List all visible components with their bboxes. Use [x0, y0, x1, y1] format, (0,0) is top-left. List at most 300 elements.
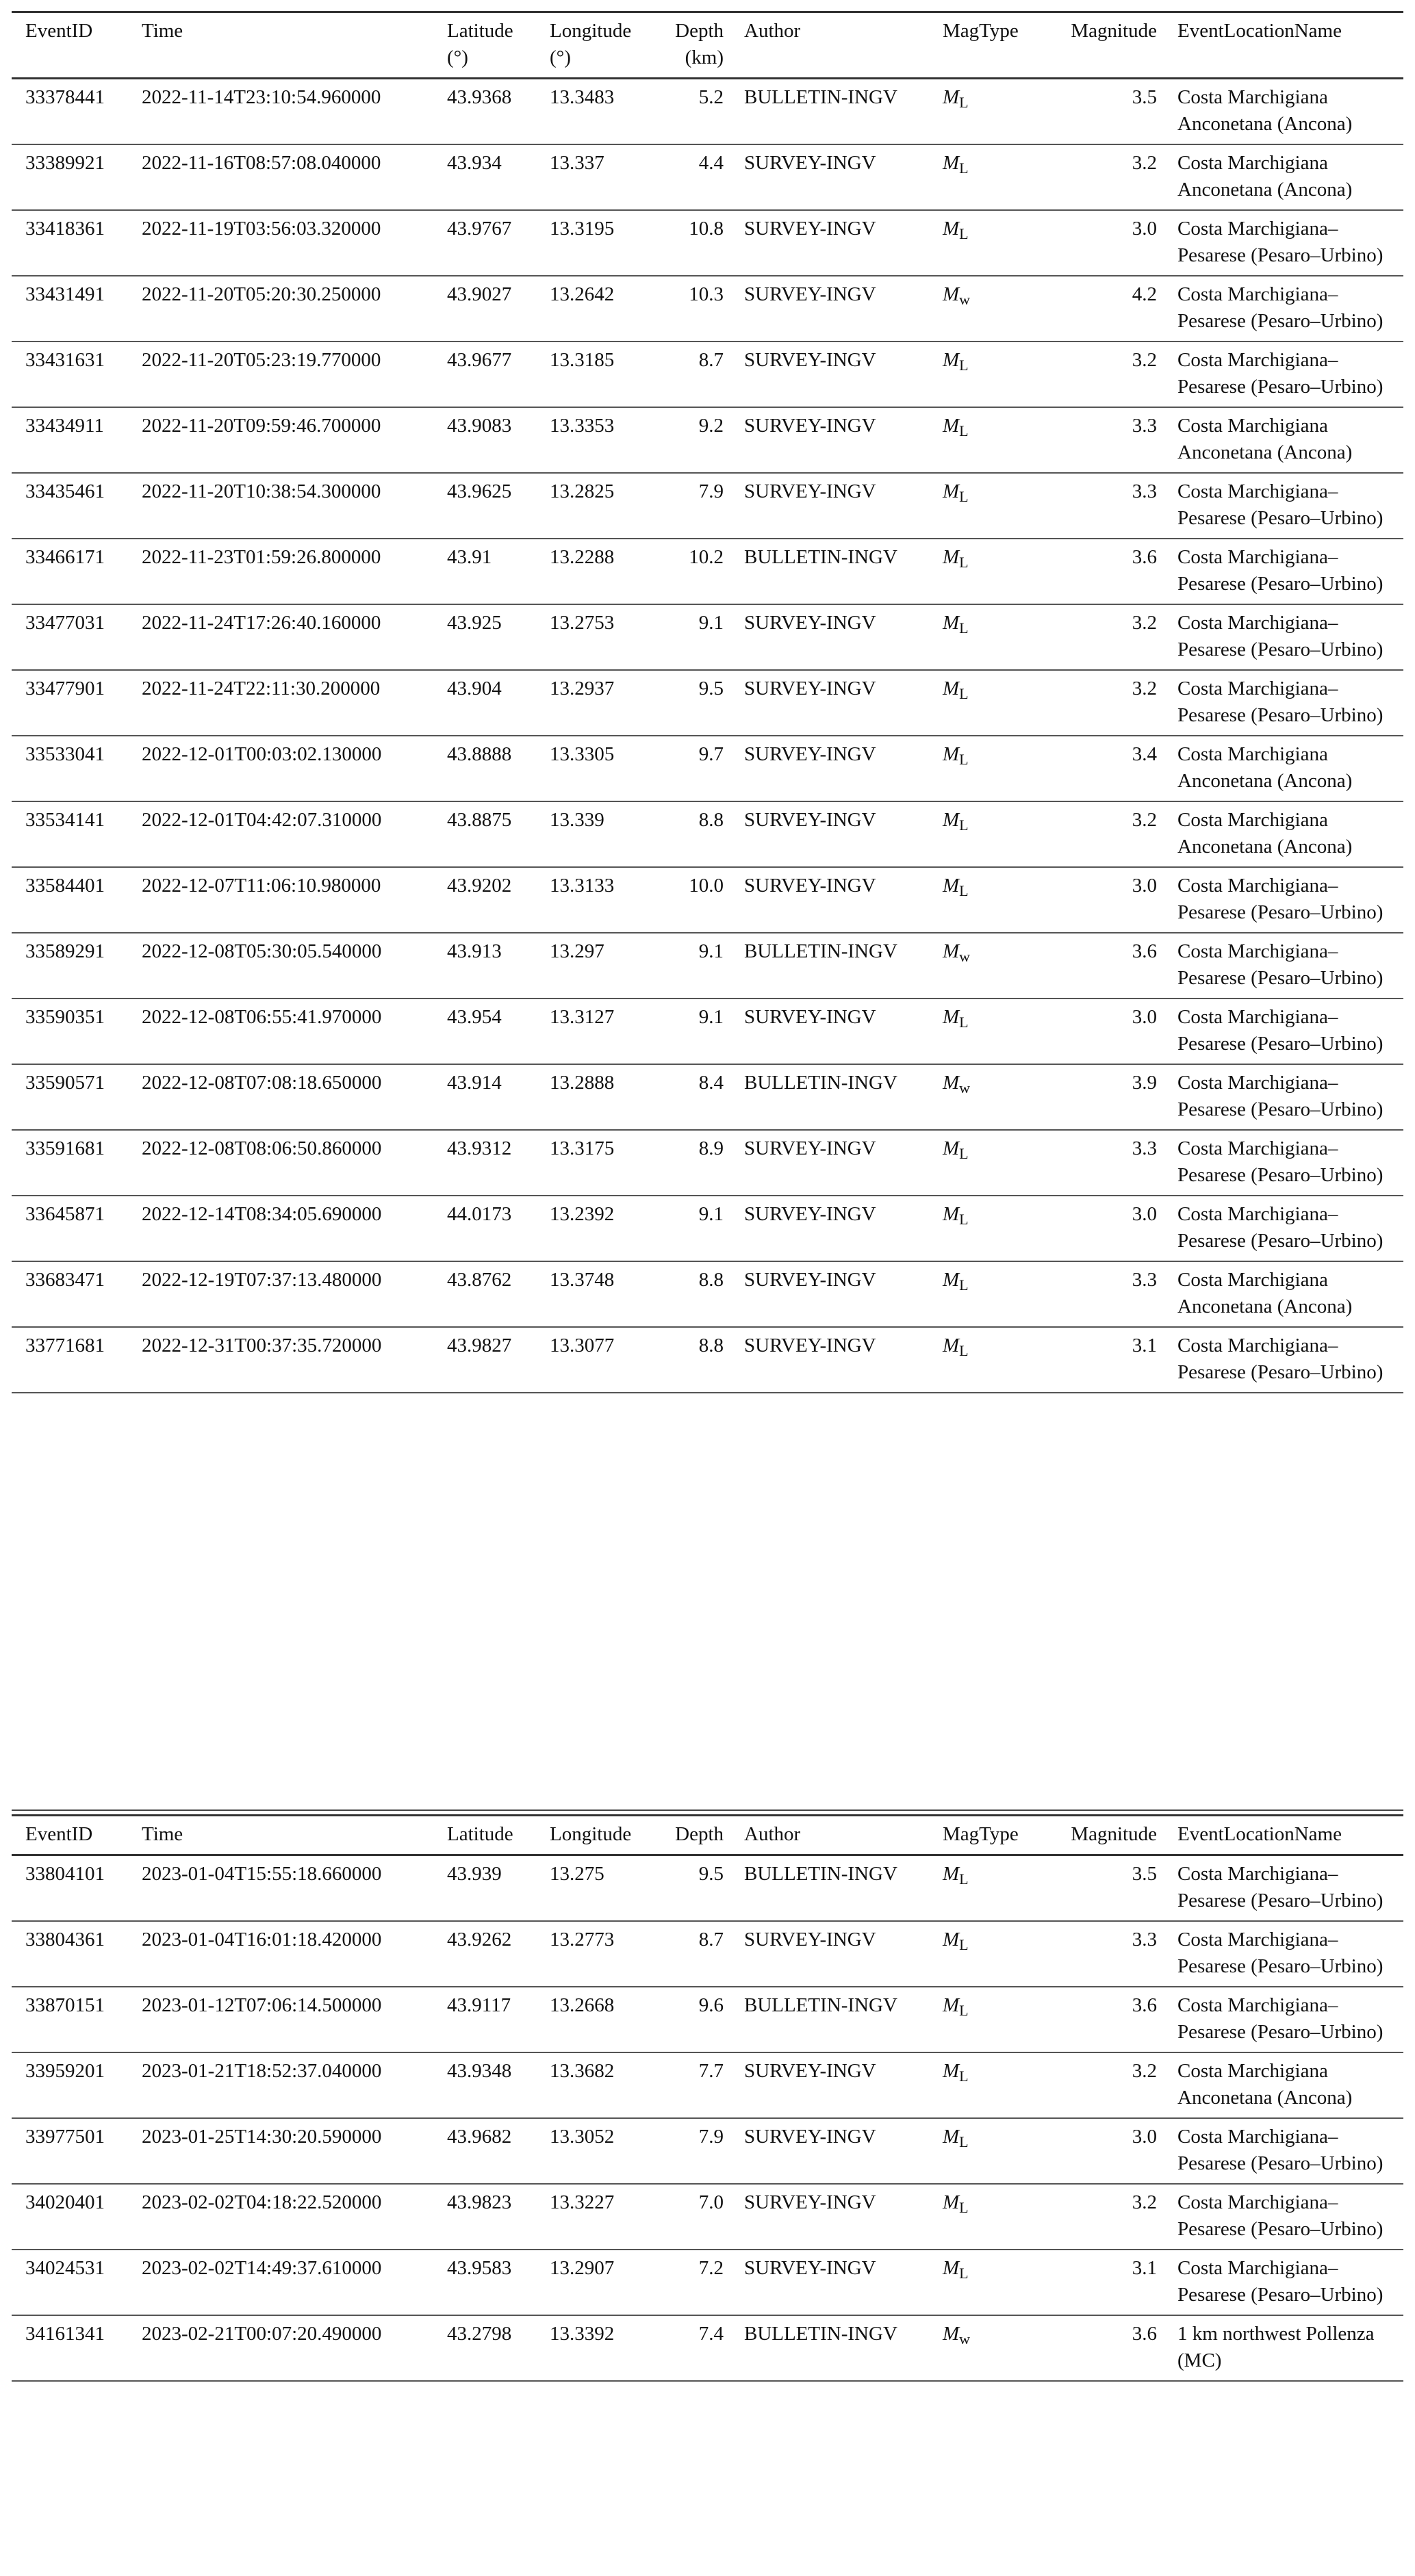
- time-cell: 2022-11-20T05:23:19.770000: [142, 349, 381, 371]
- longitude-cell: 13.2825: [550, 480, 615, 502]
- magtype-subscript: L: [959, 1936, 969, 1953]
- depth-cell: 8.9: [698, 1137, 724, 1159]
- depth-cell: 7.9: [698, 2126, 724, 2148]
- magtype-cell: [929, 801, 1041, 867]
- latitude-cell: 43.939: [447, 1863, 502, 1885]
- magtype-symbol: M: [943, 940, 960, 962]
- depth-cell: 9.1: [698, 612, 724, 634]
- event-id-cell: 33431491: [25, 283, 105, 305]
- magtype-cell: [929, 736, 1041, 801]
- magtype-cell: [929, 867, 1041, 933]
- magtype-symbol: M: [943, 678, 960, 699]
- table-body: [12, 1855, 1403, 2382]
- earthquake-table-2023: [12, 1814, 1403, 2382]
- longitude-cell: 13.2907: [550, 2257, 615, 2279]
- magtype-symbol: M: [943, 1006, 960, 1028]
- longitude-cell: 13.3185: [550, 349, 615, 371]
- magtype-subscript: w: [959, 948, 971, 965]
- location-cell: Costa Marchigiana Anconetana (Ancona): [1177, 743, 1353, 792]
- table-row: [12, 867, 1403, 933]
- header-latitude: [433, 12, 536, 79]
- table-row: [12, 736, 1403, 801]
- location-cell: 1 km northwest Pollenza (MC): [1177, 2323, 1375, 2371]
- longitude-cell: 13.3353: [550, 415, 615, 437]
- latitude-cell: 43.9625: [447, 480, 512, 502]
- header-longitude: Longitude: [550, 1823, 632, 1845]
- author-cell: SURVEY-INGV: [744, 1203, 876, 1225]
- author-cell: SURVEY-INGV: [744, 678, 876, 699]
- location-cell: Costa Marchigiana Anconetana (Ancona): [1177, 152, 1353, 201]
- magtype-symbol: M: [943, 743, 960, 765]
- author-cell: SURVEY-INGV: [744, 283, 876, 305]
- location-cell: Costa Marchigiana–Pesarese (Pesaro–Urbino): [1177, 283, 1384, 332]
- table-row: [12, 801, 1403, 867]
- magtype-symbol: M: [943, 1863, 960, 1885]
- table-row: [12, 539, 1403, 604]
- event-id-cell: 33477901: [25, 678, 105, 699]
- event-id-cell: 34020401: [25, 2191, 105, 2213]
- magtype-cell: [929, 670, 1041, 736]
- author-cell: SURVEY-INGV: [744, 1006, 876, 1028]
- magtype-cell: [929, 1921, 1041, 1987]
- longitude-cell: 13.339: [550, 809, 604, 831]
- event-id-cell: 33771681: [25, 1335, 105, 1356]
- event-id-cell: 33804101: [25, 1863, 105, 1885]
- magtype-cell: [929, 604, 1041, 670]
- time-cell: 2022-12-08T07:08:18.650000: [142, 1072, 382, 1094]
- time-cell: 2023-01-04T15:55:18.660000: [142, 1863, 382, 1885]
- time-cell: 2022-11-16T08:57:08.040000: [142, 152, 381, 174]
- header-longitude-label: Longitude: [550, 20, 632, 42]
- header-magtype: MagType: [943, 20, 1019, 42]
- depth-cell: 10.2: [689, 546, 724, 568]
- header-author: Author: [744, 1823, 801, 1845]
- location-cell: Costa Marchigiana–Pesarese (Pesaro–Urbino): [1177, 940, 1384, 989]
- author-cell: SURVEY-INGV: [744, 1335, 876, 1356]
- event-id-cell: 33434911: [25, 415, 104, 437]
- magtype-subscript: L: [959, 488, 969, 505]
- longitude-cell: 13.2773: [550, 1929, 615, 1950]
- magtype-subscript: L: [959, 685, 969, 702]
- magtype-cell: [929, 2250, 1041, 2315]
- event-id-cell: 33590571: [25, 1072, 105, 1094]
- depth-cell: 10.3: [689, 283, 724, 305]
- table-row: [12, 2315, 1403, 2381]
- magtype-cell: [929, 2315, 1041, 2381]
- depth-cell: 9.7: [698, 743, 724, 765]
- location-cell: Costa Marchigiana–Pesarese (Pesaro–Urbino): [1177, 2191, 1384, 2240]
- location-cell: Costa Marchigiana–Pesarese (Pesaro–Urbino): [1177, 2126, 1384, 2174]
- time-cell: 2022-11-19T03:56:03.320000: [142, 218, 381, 240]
- event-id-cell: 34161341: [25, 2323, 105, 2345]
- magtype-cell: [929, 933, 1041, 999]
- author-cell: SURVEY-INGV: [744, 612, 876, 634]
- author-cell: SURVEY-INGV: [744, 2060, 876, 2082]
- author-cell: SURVEY-INGV: [744, 2126, 876, 2148]
- magtype-subscript: L: [959, 2199, 969, 2216]
- event-id-cell: 33435461: [25, 480, 105, 502]
- author-cell: BULLETIN-INGV: [744, 1072, 897, 1094]
- magnitude-cell: 3.2: [1132, 2191, 1157, 2213]
- latitude-cell: 43.9823: [447, 2191, 512, 2213]
- table-header: [12, 1816, 1403, 1855]
- longitude-cell: 13.2392: [550, 1203, 615, 1225]
- longitude-cell: 13.2753: [550, 612, 615, 634]
- magtype-cell: [929, 539, 1041, 604]
- depth-cell: 8.8: [698, 1335, 724, 1356]
- magnitude-cell: 3.5: [1132, 86, 1157, 108]
- magtype-cell: [929, 407, 1041, 473]
- magnitude-cell: 3.2: [1132, 678, 1157, 699]
- time-cell: 2022-11-24T22:11:30.200000: [142, 678, 381, 699]
- depth-cell: 5.2: [698, 86, 724, 108]
- table-row: [12, 1261, 1403, 1327]
- latitude-cell: 43.2798: [447, 2323, 512, 2345]
- time-cell: 2022-11-20T05:20:30.250000: [142, 283, 381, 305]
- location-cell: Costa Marchigiana–Pesarese (Pesaro–Urbino): [1177, 480, 1384, 529]
- depth-cell: 7.7: [698, 2060, 724, 2082]
- magnitude-cell: 3.2: [1132, 152, 1157, 174]
- longitude-cell: 13.3133: [550, 875, 615, 897]
- magtype-cell: [929, 2052, 1041, 2118]
- latitude-cell: 43.9083: [447, 415, 512, 437]
- depth-cell: 7.0: [698, 2191, 724, 2213]
- magtype-symbol: M: [943, 2191, 960, 2213]
- magtype-subscript: L: [959, 94, 969, 111]
- magtype-subscript: L: [959, 1145, 969, 1162]
- magtype-symbol: M: [943, 2257, 960, 2279]
- latitude-cell: 43.934: [447, 152, 502, 174]
- longitude-cell: 13.3392: [550, 2323, 615, 2345]
- location-cell: Costa Marchigiana–Pesarese (Pesaro–Urbino): [1177, 612, 1384, 660]
- longitude-cell: 13.3077: [550, 1335, 615, 1356]
- magtype-symbol: M: [943, 1203, 960, 1225]
- author-cell: SURVEY-INGV: [744, 2257, 876, 2279]
- author-cell: SURVEY-INGV: [744, 1137, 876, 1159]
- table-row: [12, 1064, 1403, 1130]
- time-cell: 2022-12-01T00:03:02.130000: [142, 743, 382, 765]
- time-cell: 2022-12-08T06:55:41.970000: [142, 1006, 382, 1028]
- depth-cell: 9.6: [698, 1994, 724, 2016]
- location-cell: Costa Marchigiana–Pesarese (Pesaro–Urbino): [1177, 349, 1384, 398]
- header-latitude-unit: (°): [447, 47, 468, 68]
- event-id-cell: 33977501: [25, 2126, 105, 2148]
- magnitude-cell: 3.0: [1132, 1006, 1157, 1028]
- table-row: [12, 276, 1403, 342]
- event-id-cell: 33804361: [25, 1929, 105, 1950]
- magtype-symbol: M: [943, 349, 960, 371]
- time-cell: 2022-12-31T00:37:35.720000: [142, 1335, 382, 1356]
- author-cell: SURVEY-INGV: [744, 480, 876, 502]
- magtype-cell: [929, 1064, 1041, 1130]
- magtype-symbol: M: [943, 2060, 960, 2082]
- magtype-symbol: M: [943, 1929, 960, 1950]
- magtype-subscript: L: [959, 554, 969, 571]
- header-author: Author: [744, 20, 801, 42]
- magnitude-cell: 3.6: [1132, 2323, 1157, 2345]
- depth-cell: 10.0: [689, 875, 724, 897]
- author-cell: SURVEY-INGV: [744, 875, 876, 897]
- author-cell: SURVEY-INGV: [744, 1929, 876, 1950]
- magtype-cell: [929, 2118, 1041, 2184]
- event-id-cell: 33590351: [25, 1006, 105, 1028]
- location-cell: Costa Marchigiana Anconetana (Ancona): [1177, 415, 1353, 463]
- time-cell: 2022-12-07T11:06:10.980000: [142, 875, 381, 897]
- author-cell: BULLETIN-INGV: [744, 1863, 897, 1885]
- time-cell: 2022-12-19T07:37:13.480000: [142, 1269, 382, 1291]
- earthquake-table-2022: [12, 11, 1403, 1393]
- location-cell: Costa Marchigiana–Pesarese (Pesaro–Urbino): [1177, 1863, 1384, 1911]
- magnitude-cell: 3.2: [1132, 809, 1157, 831]
- latitude-cell: 43.9027: [447, 283, 512, 305]
- time-cell: 2022-11-14T23:10:54.960000: [142, 86, 381, 108]
- magtype-cell: [929, 473, 1041, 539]
- depth-cell: 4.4: [698, 152, 724, 174]
- header-event-id: EventID: [25, 20, 93, 42]
- event-id-cell: 33378441: [25, 86, 105, 108]
- time-cell: 2022-12-08T08:06:50.860000: [142, 1137, 382, 1159]
- magnitude-cell: 3.2: [1132, 2060, 1157, 2082]
- time-cell: 2022-11-20T10:38:54.300000: [142, 480, 381, 502]
- location-cell: Costa Marchigiana Anconetana (Ancona): [1177, 1269, 1353, 1317]
- location-cell: Costa Marchigiana–Pesarese (Pesaro–Urbino): [1177, 1335, 1384, 1383]
- magnitude-cell: 3.0: [1132, 218, 1157, 240]
- magtype-subscript: L: [959, 1870, 969, 1888]
- magtype-symbol: M: [943, 1335, 960, 1356]
- location-cell: Costa Marchigiana–Pesarese (Pesaro–Urbino): [1177, 1137, 1384, 1186]
- event-id-cell: 33589291: [25, 940, 105, 962]
- table-row: [12, 1130, 1403, 1196]
- time-cell: 2023-02-02T04:18:22.520000: [142, 2191, 382, 2213]
- event-id-cell: 33584401: [25, 875, 105, 897]
- header-magnitude: Magnitude: [1071, 1823, 1157, 1845]
- latitude-cell: 43.9368: [447, 86, 512, 108]
- time-cell: 2022-11-24T17:26:40.160000: [142, 612, 381, 634]
- magnitude-cell: 3.6: [1132, 546, 1157, 568]
- event-id-cell: 33466171: [25, 546, 105, 568]
- time-cell: 2022-12-08T05:30:05.540000: [142, 940, 382, 962]
- location-cell: Costa Marchigiana Anconetana (Ancona): [1177, 809, 1353, 858]
- depth-cell: 9.1: [698, 940, 724, 962]
- event-id-cell: 33645871: [25, 1203, 105, 1225]
- magtype-subscript: w: [959, 1079, 971, 1096]
- author-cell: SURVEY-INGV: [744, 152, 876, 174]
- magtype-subscript: L: [959, 159, 969, 177]
- author-cell: SURVEY-INGV: [744, 2191, 876, 2213]
- location-cell: Costa Marchigiana–Pesarese (Pesaro–Urbino): [1177, 1072, 1384, 1120]
- latitude-cell: 43.904: [447, 678, 502, 699]
- magnitude-cell: 3.0: [1132, 1203, 1157, 1225]
- author-cell: SURVEY-INGV: [744, 415, 876, 437]
- latitude-cell: 43.9348: [447, 2060, 512, 2082]
- magtype-subscript: L: [959, 2068, 969, 2085]
- table-row: [12, 342, 1403, 407]
- magtype-cell: [929, 79, 1041, 145]
- magtype-subscript: L: [959, 422, 969, 439]
- magtype-cell: [929, 144, 1041, 210]
- header-latitude-label: Latitude: [447, 20, 513, 42]
- latitude-cell: 43.913: [447, 940, 502, 962]
- table-row: [12, 210, 1403, 276]
- longitude-cell: 13.2642: [550, 283, 615, 305]
- magnitude-cell: 3.6: [1132, 940, 1157, 962]
- header-magtype: MagType: [943, 1823, 1019, 1845]
- magtype-symbol: M: [943, 2323, 960, 2345]
- location-cell: Costa Marchigiana–Pesarese (Pesaro–Urbino): [1177, 2257, 1384, 2306]
- magtype-cell: [929, 210, 1041, 276]
- magtype-cell: [929, 1855, 1041, 1922]
- longitude-cell: 13.3175: [550, 1137, 615, 1159]
- latitude-cell: 43.9117: [447, 1994, 511, 2016]
- table-row: [12, 933, 1403, 999]
- time-cell: 2022-11-23T01:59:26.800000: [142, 546, 381, 568]
- latitude-cell: 43.9583: [447, 2257, 512, 2279]
- magtype-symbol: M: [943, 875, 960, 897]
- longitude-cell: 13.3052: [550, 2126, 615, 2148]
- event-id-cell: 33683471: [25, 1269, 105, 1291]
- author-cell: SURVEY-INGV: [744, 218, 876, 240]
- time-cell: 2023-01-12T07:06:14.500000: [142, 1994, 382, 2016]
- depth-cell: 9.5: [698, 678, 724, 699]
- event-id-cell: 33591681: [25, 1137, 105, 1159]
- latitude-cell: 43.8762: [447, 1269, 512, 1291]
- table-row: [12, 604, 1403, 670]
- magnitude-cell: 3.6: [1132, 1994, 1157, 2016]
- author-cell: BULLETIN-INGV: [744, 546, 897, 568]
- time-cell: 2023-01-04T16:01:18.420000: [142, 1929, 382, 1950]
- magtype-subscript: L: [959, 751, 969, 768]
- depth-cell: 8.8: [698, 809, 724, 831]
- author-cell: BULLETIN-INGV: [744, 86, 897, 108]
- header-longitude: [536, 12, 655, 79]
- magnitude-cell: 3.1: [1132, 1335, 1157, 1356]
- table-row: [12, 1921, 1403, 1987]
- magtype-cell: [929, 1196, 1041, 1261]
- magnitude-cell: 3.5: [1132, 1863, 1157, 1885]
- longitude-cell: 13.337: [550, 152, 604, 174]
- event-id-cell: 33431631: [25, 349, 105, 371]
- magtype-subscript: L: [959, 816, 969, 834]
- event-id-cell: 33870151: [25, 1994, 105, 2016]
- magnitude-cell: 3.3: [1132, 1269, 1157, 1291]
- location-cell: Costa Marchigiana–Pesarese (Pesaro–Urbino): [1177, 678, 1384, 726]
- author-cell: SURVEY-INGV: [744, 349, 876, 371]
- magnitude-cell: 4.2: [1132, 283, 1157, 305]
- time-cell: 2023-02-02T14:49:37.610000: [142, 2257, 382, 2279]
- latitude-cell: 43.9827: [447, 1335, 512, 1356]
- longitude-cell: 13.2937: [550, 678, 615, 699]
- table-row: [12, 2052, 1403, 2118]
- magnitude-cell: 3.1: [1132, 2257, 1157, 2279]
- location-cell: Costa Marchigiana–Pesarese (Pesaro–Urbino): [1177, 1994, 1384, 2043]
- depth-cell: 8.7: [698, 1929, 724, 1950]
- magtype-subscript: L: [959, 1211, 969, 1228]
- magtype-subscript: L: [959, 357, 969, 374]
- location-cell: Costa Marchigiana–Pesarese (Pesaro–Urbino): [1177, 875, 1384, 923]
- time-cell: 2023-01-21T18:52:37.040000: [142, 2060, 382, 2082]
- time-cell: 2023-02-21T00:07:20.490000: [142, 2323, 382, 2345]
- magtype-symbol: M: [943, 152, 960, 174]
- time-cell: 2022-11-20T09:59:46.700000: [142, 415, 381, 437]
- event-id-cell: 33418361: [25, 218, 105, 240]
- magtype-cell: [929, 342, 1041, 407]
- magtype-cell: [929, 1327, 1041, 1393]
- longitude-cell: 13.2288: [550, 546, 615, 568]
- time-cell: 2022-12-01T04:42:07.310000: [142, 809, 382, 831]
- location-cell: Costa Marchigiana Anconetana (Ancona): [1177, 2060, 1353, 2109]
- author-cell: SURVEY-INGV: [744, 743, 876, 765]
- header-depth: [655, 12, 730, 79]
- header-magnitude: Magnitude: [1071, 20, 1157, 42]
- table-row: [12, 1855, 1403, 1922]
- magtype-subscript: L: [959, 1276, 969, 1293]
- magtype-symbol: M: [943, 546, 960, 568]
- magtype-subscript: w: [959, 291, 971, 308]
- longitude-cell: 13.2668: [550, 1994, 615, 2016]
- magtype-cell: [929, 276, 1041, 342]
- depth-cell: 9.2: [698, 415, 724, 437]
- latitude-cell: 43.9767: [447, 218, 512, 240]
- magnitude-cell: 3.0: [1132, 875, 1157, 897]
- header-row: [12, 1816, 1403, 1855]
- header-time: Time: [142, 20, 183, 42]
- longitude-cell: 13.3227: [550, 2191, 615, 2213]
- magtype-symbol: M: [943, 415, 960, 437]
- magtype-symbol: M: [943, 86, 960, 108]
- magnitude-cell: 3.4: [1132, 743, 1157, 765]
- author-cell: BULLETIN-INGV: [744, 940, 897, 962]
- depth-cell: 7.2: [698, 2257, 724, 2279]
- table-row: [12, 2118, 1403, 2184]
- latitude-cell: 44.0173: [447, 1203, 512, 1225]
- table-body: [12, 79, 1403, 1393]
- location-cell: Costa Marchigiana–Pesarese (Pesaro–Urbino): [1177, 1929, 1384, 1977]
- longitude-cell: 13.3483: [550, 86, 615, 108]
- table-row: [12, 670, 1403, 736]
- header-row: [12, 12, 1403, 79]
- header-depth-label: Depth: [675, 20, 724, 42]
- location-cell: Costa Marchigiana Anconetana (Ancona): [1177, 86, 1353, 135]
- latitude-cell: 43.8875: [447, 809, 512, 831]
- header-latitude: Latitude: [447, 1823, 513, 1845]
- table-row: [12, 2184, 1403, 2250]
- longitude-cell: 13.297: [550, 940, 604, 962]
- longitude-cell: 13.3682: [550, 2060, 615, 2082]
- latitude-cell: 43.954: [447, 1006, 502, 1028]
- author-cell: BULLETIN-INGV: [744, 1994, 897, 2016]
- table-header: [12, 12, 1403, 79]
- magtype-cell: [929, 1130, 1041, 1196]
- magtype-subscript: L: [959, 1342, 969, 1359]
- magtype-subscript: L: [959, 882, 969, 899]
- author-cell: BULLETIN-INGV: [744, 2323, 897, 2345]
- depth-cell: 7.9: [698, 480, 724, 502]
- header-location: EventLocationName: [1177, 1823, 1342, 1845]
- depth-cell: 9.5: [698, 1863, 724, 1885]
- table-row: [12, 473, 1403, 539]
- event-id-cell: 33533041: [25, 743, 105, 765]
- longitude-cell: 13.2888: [550, 1072, 615, 1094]
- table-row: [12, 1987, 1403, 2052]
- longitude-cell: 13.3127: [550, 1006, 615, 1028]
- magnitude-cell: 3.3: [1132, 415, 1157, 437]
- latitude-cell: 43.9262: [447, 1929, 512, 1950]
- header-depth-unit: (km): [685, 47, 724, 68]
- depth-cell: 8.8: [698, 1269, 724, 1291]
- magtype-subscript: L: [959, 1014, 969, 1031]
- magtype-symbol: M: [943, 1269, 960, 1291]
- magtype-symbol: M: [943, 1072, 960, 1094]
